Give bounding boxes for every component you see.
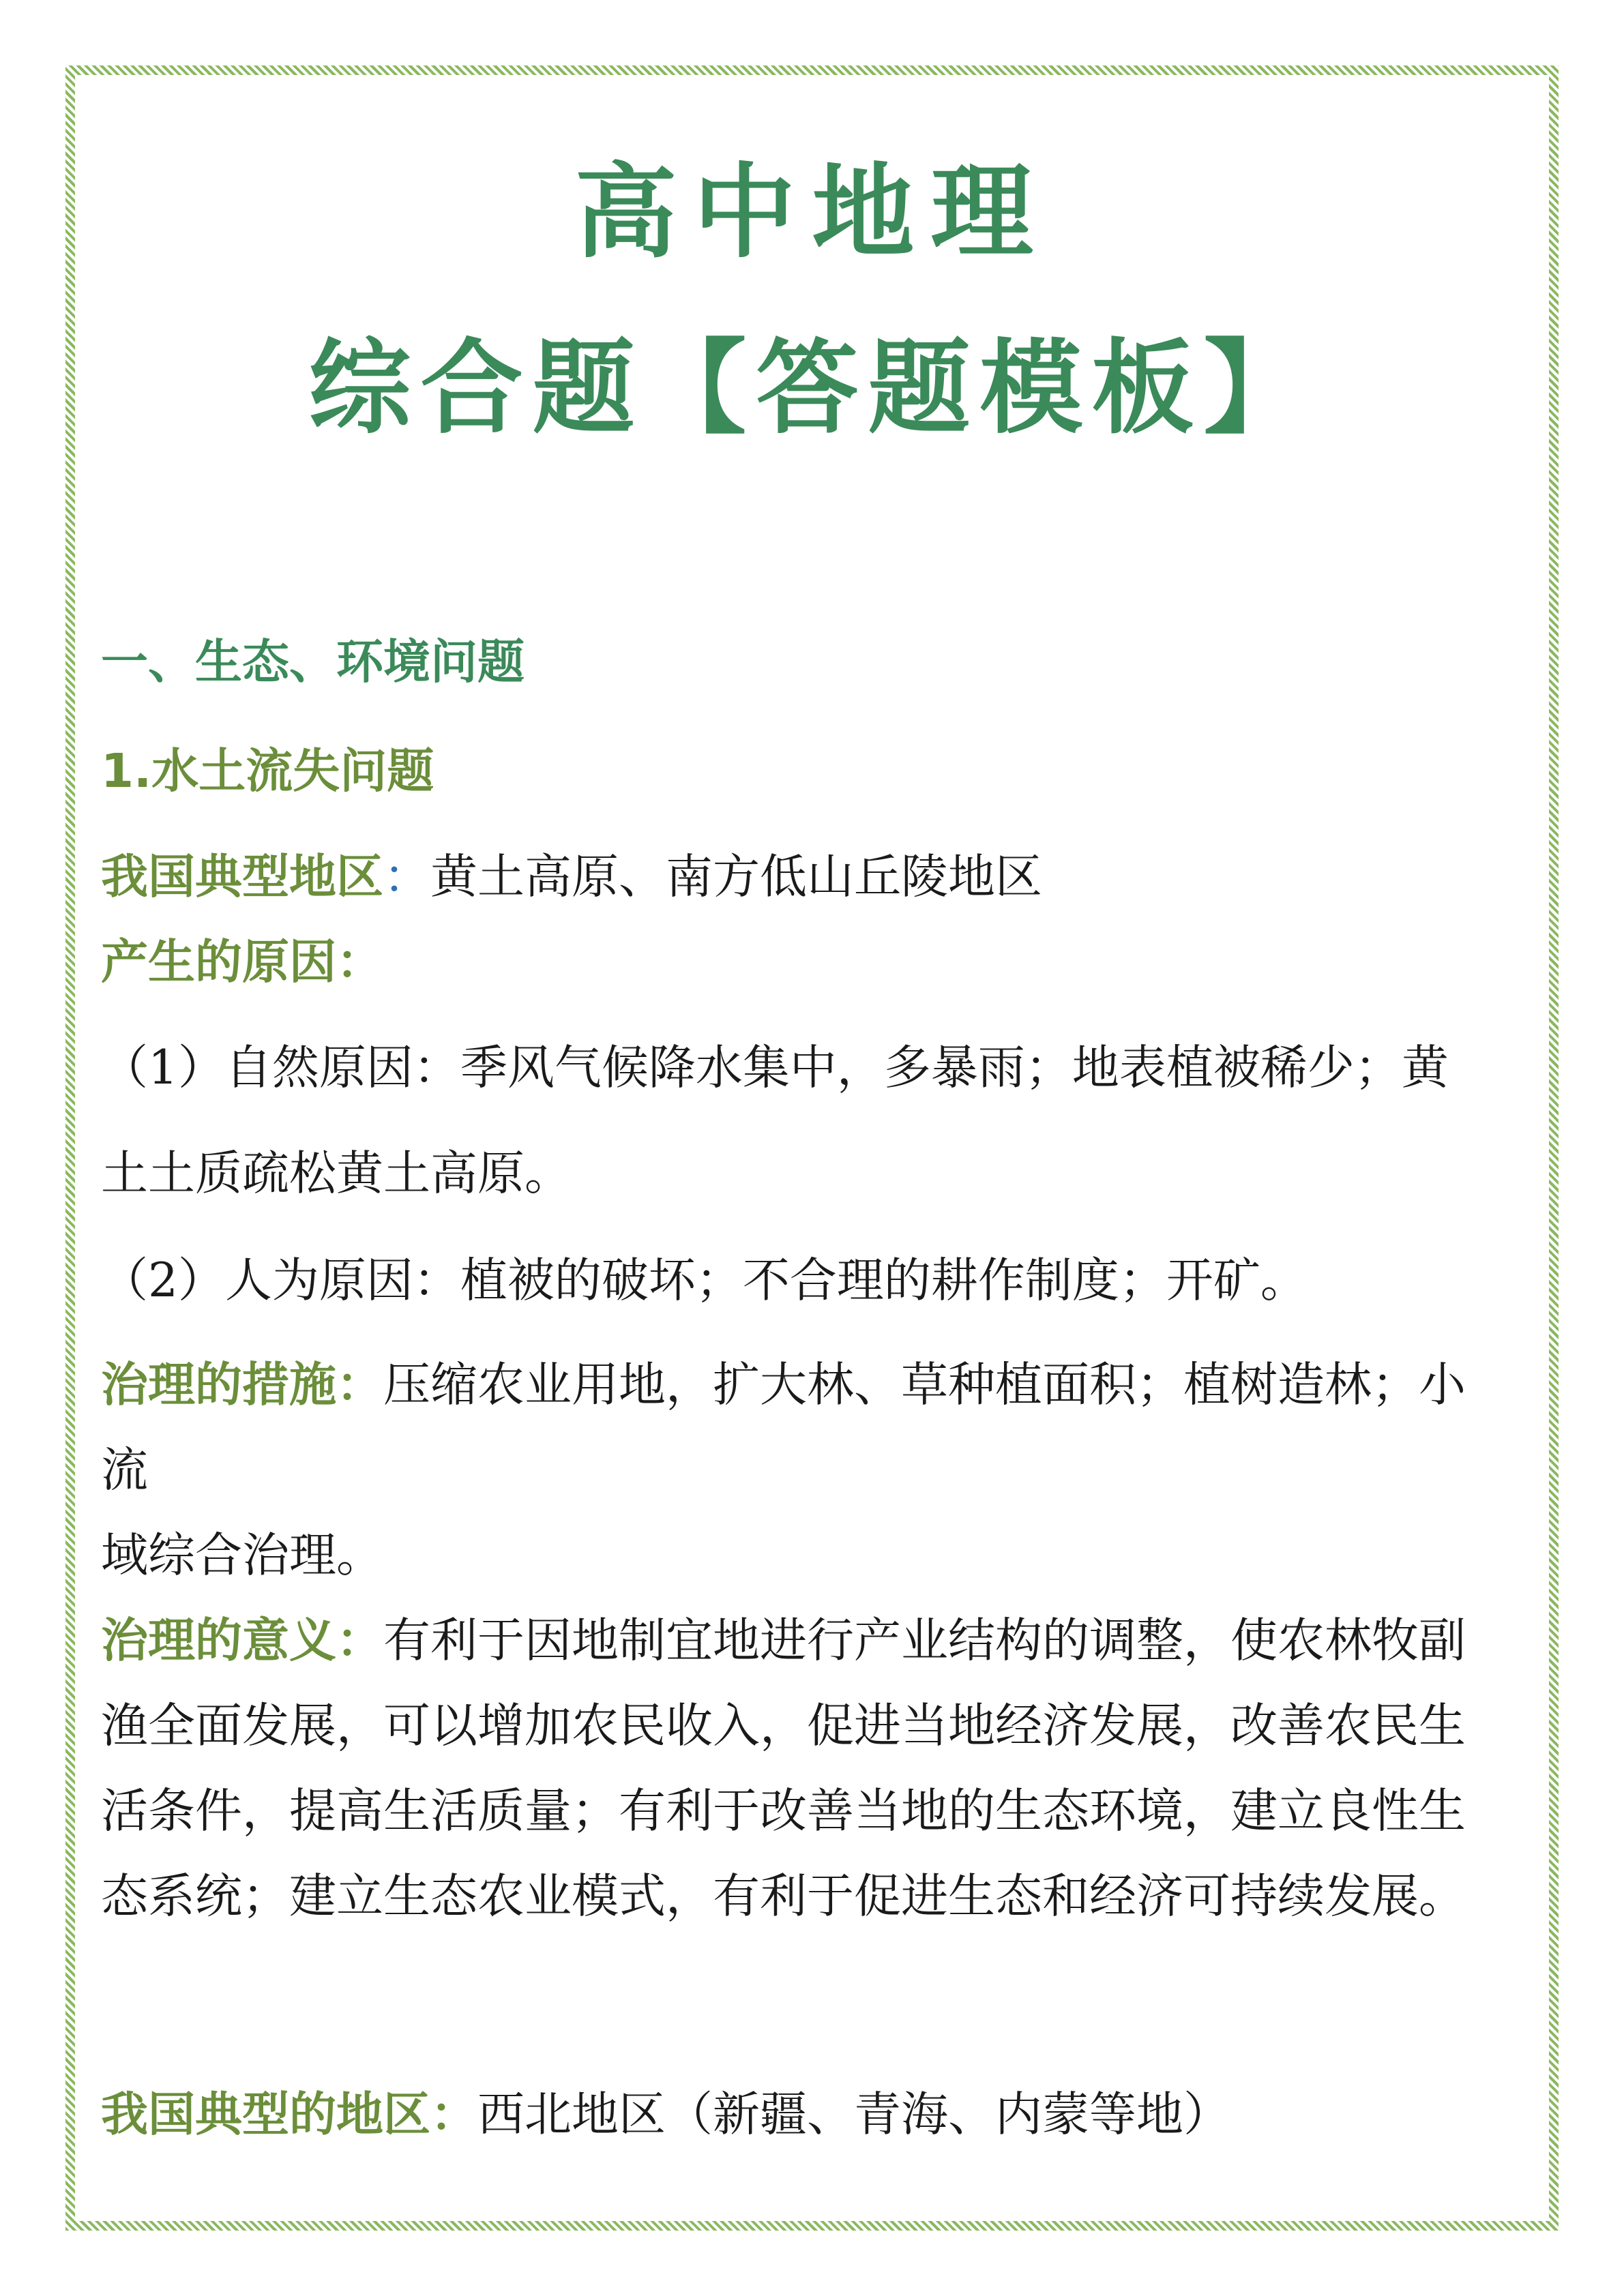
measures-line-3: 域综合治理。 — [101, 1528, 383, 1583]
typical-region-value: 黄土高原、南方低山丘陵地区 — [430, 850, 1042, 904]
meaning-text: 有利于因地制宜地进行产业结构的调整，使农林牧副 — [383, 1613, 1466, 1668]
causes-label: 产生的原因： — [101, 935, 383, 989]
page-subtitle: 综合题【答题模板】 — [308, 329, 1316, 448]
subsection-heading: 1.水土流失问题 — [101, 744, 434, 799]
meaning-line-2: 渔全面发展，可以增加农民收入，促进当地经济发展，改善农民生 — [101, 1699, 1466, 1753]
meaning-line-4: 态系统；建立生态农业模式，有利于促进生态和经济可持续发展。 — [101, 1869, 1466, 1924]
measures-line-2: 流 — [101, 1443, 148, 1497]
meaning-line-3: 活条件，提高生活质量；有利于改善当地的生态环境，建立良性生 — [101, 1784, 1466, 1838]
page-title: 高中地理 — [574, 153, 1050, 272]
typical-region-value-2: 西北地区（新疆、青海、内蒙等地） — [477, 2087, 1230, 2142]
meaning-label: 治理的意义： — [101, 1613, 383, 1668]
human-cause-line: （2）人为原因：植被的破坏；不合理的耕作制度；开矿。 — [101, 1253, 1308, 1308]
typical-region-label: 我国典型地区 — [101, 850, 383, 904]
section-heading: 一、生态、环境问题 — [101, 635, 525, 689]
typical-region-line-2 — [101, 2076, 1230, 2144]
typical-region-colon: ： — [383, 850, 430, 904]
measures-text: 压缩农业用地，扩大林、草种植面积；植树造林；小 — [383, 1358, 1466, 1412]
typical-region-line — [101, 839, 1042, 906]
natural-cause-line-1: （1）自然原因：季风气候降水集中，多暴雨；地表植被稀少；黄 — [101, 1041, 1449, 1095]
measures-line-1 — [101, 1347, 1466, 1414]
measures-label: 治理的措施： — [101, 1358, 383, 1412]
meaning-line-1 — [101, 1602, 1466, 1670]
typical-region-label-2: 我国典型的地区： — [101, 2087, 477, 2142]
natural-cause-line-2: 土土质疏松黄土高原。 — [101, 1146, 572, 1201]
